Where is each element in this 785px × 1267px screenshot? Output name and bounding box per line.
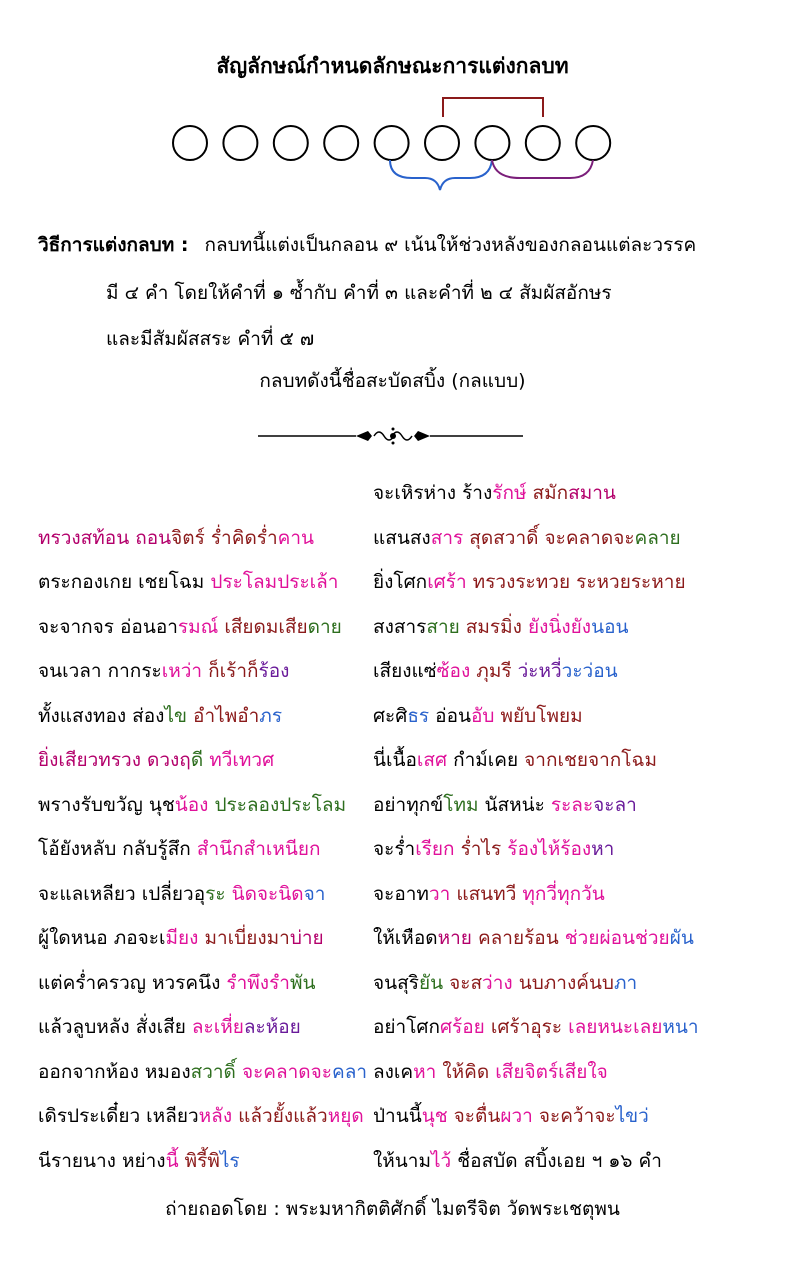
rhyme-scheme-diagram — [0, 90, 785, 200]
poem-segment: คลา — [331, 1060, 368, 1083]
poem-segment: ละห้อย — [243, 1016, 301, 1038]
poem-segment: สมัก — [526, 482, 569, 504]
poem-segment: เลยหนะเลย — [568, 1016, 663, 1038]
poem-segment: นบภางค์นบ — [512, 971, 614, 994]
poem-line-left — [38, 1057, 367, 1085]
poem-segment: พิรี้พิ — [178, 1149, 220, 1172]
poem-segment: ไว้ — [430, 1149, 452, 1172]
poem-segment: ผวา — [500, 1105, 533, 1127]
poem-segment: เสียงแซ่ — [373, 660, 437, 682]
poem-segment: อ่อน — [429, 704, 471, 727]
poem-segment: ประลองประโลม — [208, 793, 347, 816]
poem-segment: นัสหน่ะ — [478, 793, 551, 816]
poem-segment: นี้ — [165, 1149, 179, 1172]
poem-segment: ทุกวี่ทุกวัน — [522, 882, 605, 905]
purple-brace — [492, 160, 593, 178]
poem-segment: ว่ะหวี่ — [517, 660, 562, 682]
poem-segment: เศร้าอุระ — [484, 1016, 569, 1038]
poem-line-left — [38, 567, 338, 595]
ornamental-divider-icon — [258, 424, 528, 448]
poem-segment: โทม — [443, 793, 479, 816]
poem-segment: สมรมิ่ง — [459, 615, 528, 638]
poem-segment: แล้วลูบหลัง สั่งเสีย — [38, 1016, 192, 1038]
poem-segment: จนเวลา กากระ — [38, 660, 162, 682]
poem-segment: จนสุริ — [373, 971, 419, 994]
syllable-circle — [173, 126, 207, 160]
poem-line-left — [38, 834, 321, 862]
page-title: สัญลักษณ์กำหนดลักษณะการแต่งกลบท — [216, 54, 569, 78]
syllable-circle — [324, 126, 358, 160]
poem-segment: ให้เหือด — [373, 927, 438, 949]
poem-segment: วะว่อน — [561, 660, 618, 682]
poem-line-right — [373, 879, 605, 907]
poem-segment: แต่คร่ำครวญ หวรคนึง — [38, 971, 227, 994]
poem-segment: นอน — [591, 615, 629, 638]
poem-segment: คลายร้อน — [471, 927, 565, 949]
poem-segment: ร่ำไร — [454, 838, 508, 860]
poem-segment: สาร — [430, 526, 464, 549]
poem-segment: ไขว่ — [615, 1105, 649, 1127]
poem-segment: เสียดมเสีย — [218, 615, 308, 638]
poem-segment: เสศ — [416, 749, 448, 771]
poem-line-left — [38, 968, 315, 996]
poem-segment: ทรวงระทวย ระหวยระหาย — [466, 571, 686, 593]
poem-line-left — [38, 701, 282, 729]
poem-line-right — [373, 745, 657, 773]
poem-segment: จา — [303, 882, 326, 905]
poem-segment: ผัน — [669, 927, 694, 949]
poem-segment: จะอาท — [373, 882, 429, 905]
poem-segment: ชื่อสบัด สบิ้งเอย ฯ ๑๖ คำ — [451, 1149, 662, 1172]
poem-segment: นุช — [421, 1105, 448, 1127]
poem-line-left — [38, 612, 342, 640]
poem-segment: โอ้ยังหลับ กลับรู้สึก — [38, 838, 197, 860]
poem-segment: มียง — [165, 927, 199, 949]
poem-segment: ซ้อง — [436, 660, 471, 682]
blue-brace — [390, 160, 492, 190]
poem-line-right — [373, 923, 694, 951]
poem-segment: นีรายนาง หย่าง — [38, 1149, 166, 1172]
syllable-circle — [576, 126, 610, 160]
poem-segment: ระละ — [550, 793, 594, 816]
poem-segment: แสนทวี — [450, 882, 523, 905]
poem-line-left — [38, 923, 324, 951]
poem-line-right — [373, 523, 681, 551]
poem-segment: พยับโพยม — [494, 704, 583, 727]
poem-segment: สงสาร — [373, 615, 427, 638]
poem-segment: ว่าง — [482, 971, 513, 994]
poem-line-right — [373, 567, 686, 595]
poem-segment: ทั้งแสงทอง ส่อง — [38, 704, 165, 727]
poem-segment: จะส — [443, 971, 483, 994]
poem-segment: ภา — [614, 971, 638, 994]
poem-segment: ตระกองเกย เชยโฉม — [38, 571, 211, 593]
poem-segment: ภร — [259, 704, 283, 727]
poem-segment: ก็เร้าก็ — [202, 660, 259, 682]
poem-segment: ยัน — [418, 971, 444, 994]
poem-segment: ละเหี่ย — [191, 1016, 244, 1038]
poem-segment: จากเชยจากโฉม — [524, 749, 657, 771]
poem-segment: สมาน — [568, 482, 616, 504]
poem-line-right — [373, 1057, 608, 1085]
poem-segment: ศะศิ — [373, 704, 408, 727]
poem-line-right — [373, 701, 583, 729]
poem-line-left — [38, 1012, 301, 1040]
poem-segment: หาย — [437, 927, 472, 949]
poem-segment: ระ — [205, 882, 226, 905]
poem-line-right — [373, 656, 618, 684]
poem-segment: เดิรประเดี๋ยว เหลียว — [38, 1105, 199, 1127]
poem-segment: บ่าย — [289, 927, 324, 949]
poem-segment: จะเหิรห่าง ร้าง — [373, 482, 493, 504]
poem-segment: ยิ่งเสียวทรวง ดวงฤ — [38, 749, 191, 771]
poem-line-right — [373, 1146, 662, 1174]
poem-segment: เศร้า — [427, 571, 467, 593]
footer-credit: ถ่ายถอดโดย : พระมหากิตติศักดิ์ ไมตรีจิต วัดพระเชตุพน — [165, 1198, 620, 1220]
poem-line-right — [373, 1012, 699, 1040]
bracket-connector — [443, 98, 543, 117]
poem-segment: จะร่ำ — [373, 838, 416, 860]
poem-segment: ภุมรี — [470, 660, 518, 682]
poem-segment: พรางรับขวัญ นุช — [38, 793, 175, 816]
poem-segment: แสนสง — [373, 526, 431, 549]
poem-segment: ให้คิด — [436, 1060, 496, 1083]
poem-segment: จะลา — [593, 793, 637, 816]
poem-segment: นิดจะนิด — [225, 882, 304, 905]
poem-segment: หนา — [662, 1016, 699, 1038]
poem-segment: ช่วยผ่อนช่วย — [564, 927, 670, 949]
method-text-1: กลบทนี้แต่งเป็นกลอน ๙ เน้นให้ช่วงหลังของกลอนแต่ละวรรค — [204, 234, 697, 256]
syllable-circle — [475, 126, 509, 160]
poem-segment: คาน — [277, 526, 315, 549]
poem-segment: ทวีเทวศ — [203, 749, 275, 771]
method-label: วิธีการแต่งกลบท : — [38, 234, 189, 256]
method-line-3: และมีสัมผัสสระ คำที่ ๕ ๗ — [106, 328, 315, 350]
poem-segment: อับ — [471, 704, 495, 727]
poem-line-left — [38, 656, 289, 684]
poem-segment: ศร้อย — [439, 1016, 485, 1038]
poem-segment: สำนึกสำเหนียก — [196, 838, 321, 860]
poem-line-left — [38, 790, 346, 818]
poem-segment: คลาย — [634, 526, 681, 549]
poem-segment: หา — [413, 1060, 437, 1083]
poem-segment: จิตร์ ร่ำคิดร่ำ — [171, 526, 278, 549]
syllable-circle — [274, 126, 308, 160]
poem-line-right — [373, 612, 628, 640]
poem-segment: แล้วยั้งแล้ว — [232, 1105, 328, 1127]
poem-segment: วา — [428, 882, 451, 905]
poem-segment: รำพึงรำ — [226, 971, 290, 994]
poem-segment: ลงเค — [373, 1060, 414, 1083]
poem-line-right — [373, 478, 616, 506]
poem-line-right — [373, 790, 637, 818]
poem-segment: ดาย — [307, 615, 342, 638]
poem-line-left — [38, 745, 274, 773]
poem-segment: ยังนิ่งยัง — [527, 615, 592, 638]
poem-segment: น้อง — [174, 793, 209, 816]
poem-segment: จะแลเหลียว เปลี่ยวอุ — [38, 882, 206, 905]
poem-segment: อย่าโศก — [373, 1016, 440, 1038]
poem-segment: ประโลมประเล้า — [210, 571, 339, 593]
poem-segment: เสียจิตร์เสียใจ — [495, 1060, 608, 1083]
poem-segment: รักษ์ — [492, 482, 527, 504]
poem-segment: จะจากจร อ่อนอา — [38, 615, 178, 638]
poem-segment: พัน — [289, 971, 316, 994]
poem-segment: ธร — [407, 704, 430, 727]
poem-segment: ร้องไห้ร้อง — [507, 838, 592, 860]
poem-segment: อำไพอำ — [187, 704, 260, 727]
poem-line-right — [373, 834, 614, 862]
poem-segment: สวาดิ์ — [190, 1060, 236, 1083]
poem-segment: จะคลาดจะ — [235, 1060, 332, 1083]
poem-segment: ออกจากห้อง หมอง — [38, 1060, 191, 1083]
poem-segment: อย่าทุกข์ — [373, 793, 444, 816]
poem-segment: ป่านนี้ — [373, 1105, 422, 1127]
poem-segment: จะตื่น — [447, 1105, 501, 1127]
poem-segment: หยุด — [327, 1105, 364, 1127]
poem-segment: ยิ่งโศก — [373, 571, 428, 593]
poem-line-right — [373, 968, 637, 996]
poem-segment: ดี — [190, 749, 204, 771]
poem-segment: หลัง — [198, 1105, 233, 1127]
poem-line-left — [38, 523, 314, 551]
poem-segment: ให้นาม — [373, 1149, 431, 1172]
poem-segment: หา — [591, 838, 615, 860]
poem-segment: ผู้ใดหนอ ภอจะเ — [38, 927, 166, 949]
poem-line-left — [38, 1146, 240, 1174]
poem-line-right — [373, 1101, 649, 1129]
poem-line-left — [38, 1101, 364, 1129]
poem-segment: จะคว้าจะ — [532, 1105, 616, 1127]
syllable-circles — [173, 126, 610, 160]
syllable-circle — [425, 126, 459, 160]
poem-segment: กำม์เคย — [447, 749, 525, 771]
syllable-circle — [223, 126, 257, 160]
syllable-circle — [375, 126, 409, 160]
syllable-circle — [526, 126, 560, 160]
poem-segment: ร้อง — [258, 660, 290, 682]
method-line-4: กลบทดังนี้ชื่อสะบัดสบิ้ง (กลแบบ) — [259, 370, 526, 392]
poem-segment: เหว่า — [161, 660, 203, 682]
poem-segment: นี่เนื้อ — [373, 749, 417, 771]
poem-segment: สุดสวาดิ์ จะคลาดจะ — [463, 526, 635, 549]
method-line-1 — [38, 230, 696, 260]
poem-segment: ไข — [164, 704, 188, 727]
poem-line-left — [38, 879, 325, 907]
poem-segment: เรียก — [415, 838, 455, 860]
poem-segment: สาย — [426, 615, 460, 638]
poem-segment: ไร — [219, 1149, 240, 1172]
method-line-2: มี ๔ คำ โดยให้คำที่ ๑ ซ้ำกับ คำที่ ๓ และคำที่ ๒ ๔ สัมผัสอักษร — [106, 282, 612, 304]
poem-segment: ทรวงสท้อน ถอน — [38, 526, 172, 549]
poem-segment: มาเบี่ยงมา — [198, 927, 290, 949]
poem-segment: รมณ์ — [177, 615, 219, 638]
